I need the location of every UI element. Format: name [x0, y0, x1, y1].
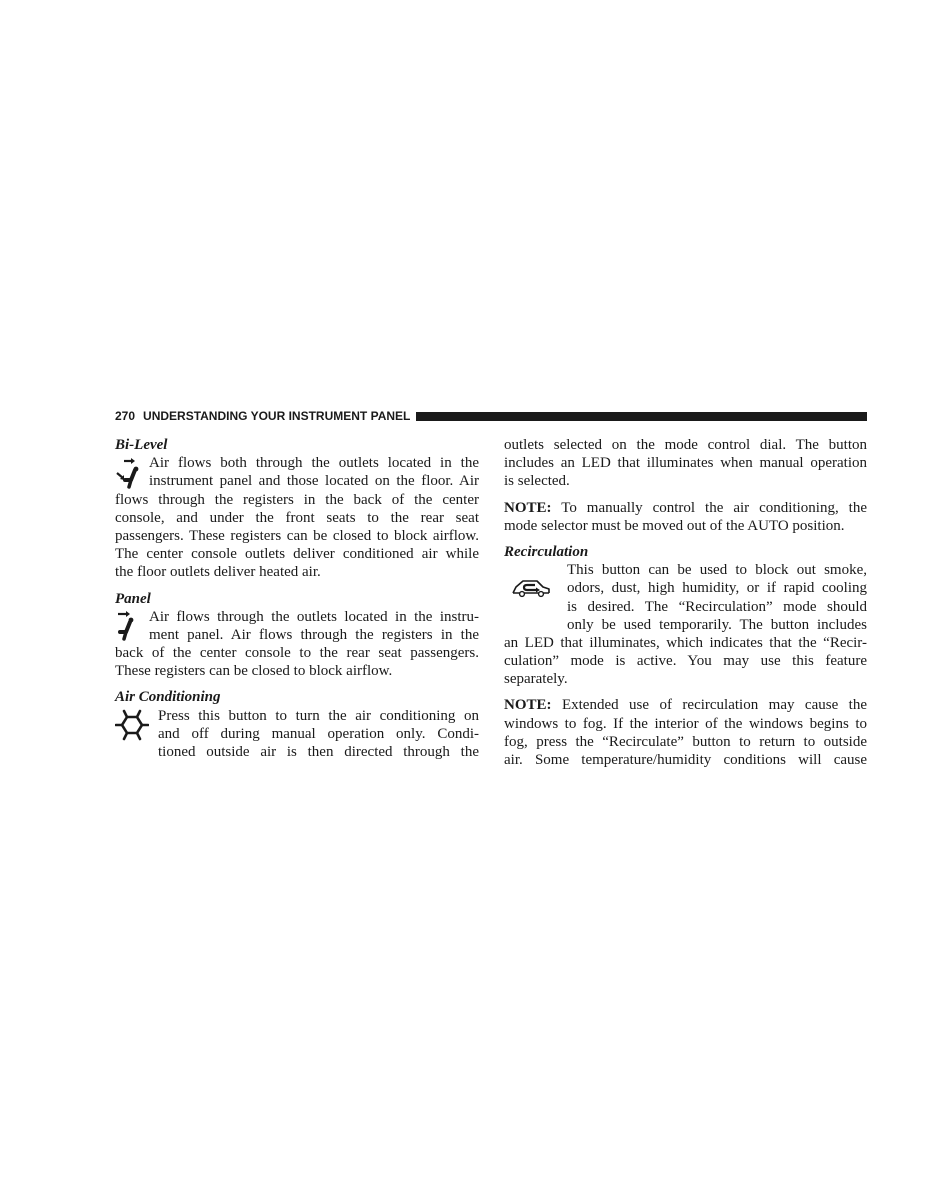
panel-line: These registers can be closed to block airflow. — [115, 663, 393, 680]
note-label: NOTE: — [504, 697, 552, 714]
recirculation-car-icon — [511, 577, 551, 599]
bilevel-airflow-icon — [115, 456, 143, 492]
panel-line: back of the center console to the rear seat passengers. — [115, 645, 479, 662]
bilevel-heading: Bi-Level — [115, 437, 168, 453]
snowflake-icon — [115, 708, 149, 742]
ac-heading: Air Conditioning — [115, 689, 221, 706]
bilevel-line: the floor outlets deliver heated air. — [115, 564, 321, 581]
note-line: mode selector must be moved out of the AUTO position. — [504, 517, 845, 534]
bilevel-line: flows through the registers in the back of the center — [115, 491, 479, 508]
recirculation-line: is desired. The “Recirculation” mode should — [567, 598, 867, 615]
ac-line: and off during manual operation only. Condi- — [158, 725, 479, 742]
note-label: NOTE: — [504, 499, 552, 516]
recirculation-heading: Recirculation — [504, 543, 589, 560]
note-manual-ac — [504, 499, 867, 535]
section-title: UNDERSTANDING YOUR INSTRUMENT PANEL — [143, 409, 411, 423]
continuation-line: outlets selected on the mode control dial. The button — [504, 437, 867, 453]
note-line: fog, press the “Recirculate” button to return to outside — [504, 733, 867, 750]
recirculation-section — [504, 543, 867, 689]
note-line: air. Some temperature/humidity conditions will cause — [504, 752, 867, 769]
bilevel-section — [115, 436, 479, 582]
recirculation-line: culation” mode is active. You may use this feature — [504, 653, 867, 670]
header-rule — [416, 412, 867, 421]
continuation-line: is selected. — [504, 473, 570, 490]
recirculation-line: This button can be used to block out smoke, — [567, 562, 867, 579]
panel-heading: Panel — [115, 590, 151, 607]
panel-line: ment panel. Air flows through the registers in the — [149, 626, 479, 643]
recirculation-line: an LED that illuminates, which indicates that the “Recir- — [504, 634, 867, 651]
page-number: 270 — [115, 409, 136, 423]
recirculation-line: separately. — [504, 671, 568, 688]
ac-line: Press this button to turn the air conditioning on — [158, 707, 479, 724]
note-text: To manually control the air conditioning, the — [561, 499, 867, 516]
recirculation-line: odors, dust, high humidity, or if rapid cooling — [567, 580, 867, 597]
right-column — [504, 436, 867, 777]
bilevel-line: Air flows both through the outlets located in the — [149, 455, 479, 472]
bilevel-line: The center console outlets deliver conditioned air while — [115, 546, 479, 563]
ac-line: tioned outside air is then directed through the — [158, 744, 479, 761]
note-line: windows to fog. If the interior of the windows begins to — [504, 715, 867, 732]
ac-section — [115, 688, 479, 761]
note-text: Extended use of recirculation may cause the — [561, 697, 868, 714]
recirculation-line: only be used temporarily. The button includes — [567, 616, 867, 633]
page-header — [115, 408, 867, 424]
bilevel-line: passengers. These registers can be closed to block airflow. — [115, 527, 479, 544]
mode-continuation — [504, 436, 867, 491]
left-column — [115, 436, 479, 769]
continuation-line: includes an LED that illuminates when manual operation — [504, 455, 867, 472]
panel-line: Air flows through the outlets located in the instru- — [149, 608, 479, 625]
panel-section — [115, 590, 479, 681]
bilevel-line: instrument panel and those located on the floor. Air — [149, 473, 479, 490]
panel-airflow-icon — [115, 610, 141, 644]
bilevel-line: console, and under the front seats to the rear seat — [115, 509, 479, 526]
note-recirculation-fog — [504, 696, 867, 769]
